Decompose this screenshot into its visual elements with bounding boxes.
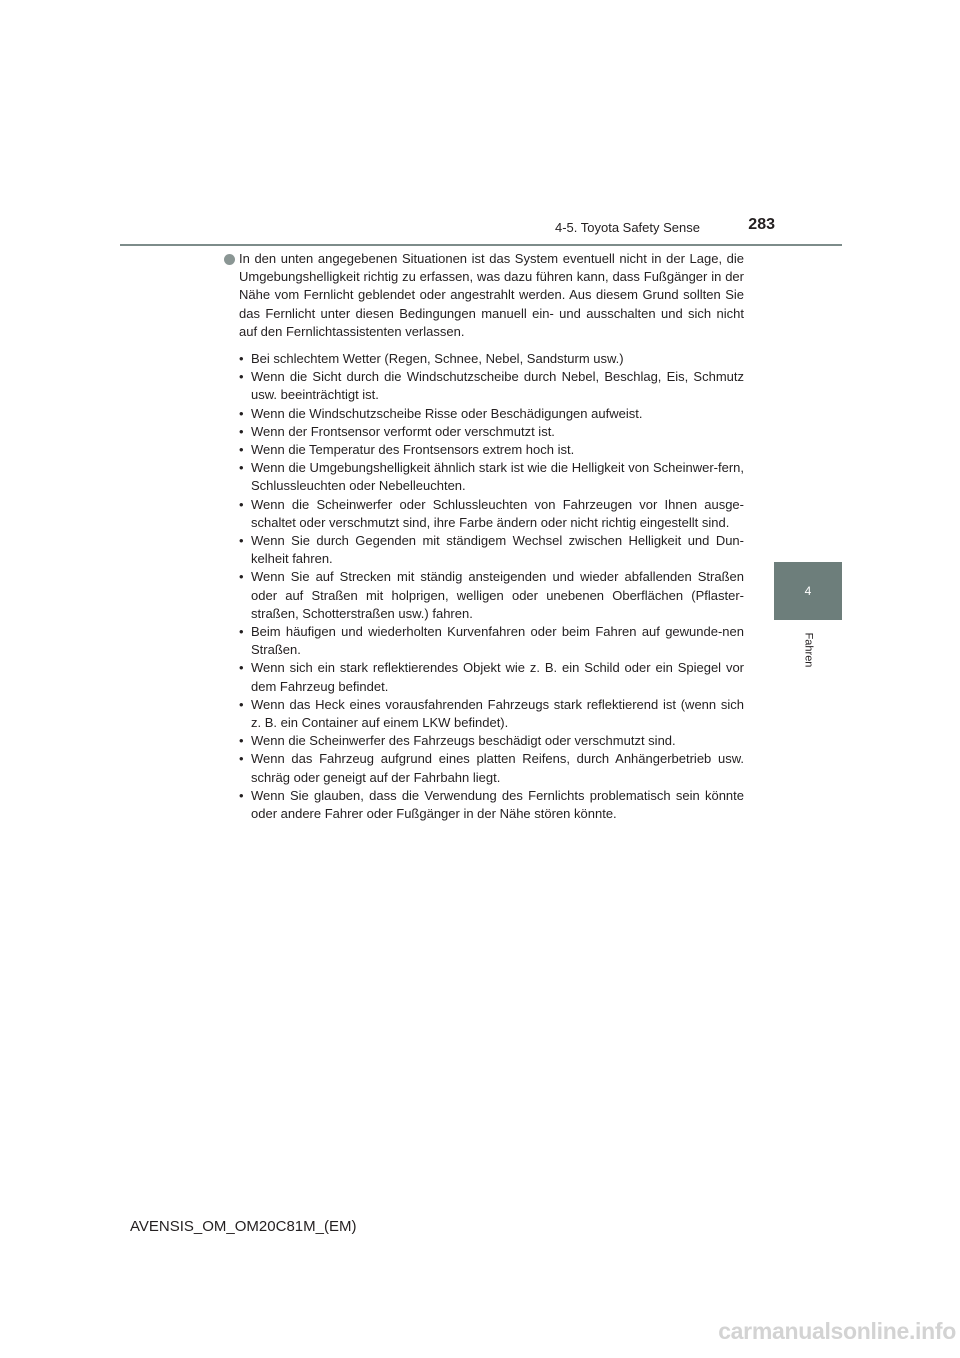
intro-text: In den unten angegebenen Situationen ist das System eventuell nicht in der Lage, die Umgebungshelligkeit richtig zu erfassen, was dazu führen kann, dass Fußgänger in der Nähe vom Fernlicht geblendet oder angestrahlt werden. Aus diesem Grund sollten Sie das Fernlicht unter diesen Bedingungen manuell ein- und ausschalten und sich nicht auf den Fernlichtassistenten verlassen. [239, 251, 744, 339]
chapter-tab [774, 562, 842, 620]
list-item: • Wenn das Heck eines vorausfahrenden Fahrzeugs stark reflektierend ist (wenn sich z. B. ein Container auf einem LKW befindet). [239, 696, 744, 732]
chapter-label: Fahren [801, 632, 814, 668]
list-item: • Wenn die Sicht durch die Windschutzscheibe durch Nebel, Beschlag, Eis, Schmutz usw. beeinträchtigt ist. [239, 368, 744, 404]
list-item: • Wenn die Windschutzscheibe Risse oder Beschädigungen aufweist. [239, 405, 744, 423]
list-item: • Wenn Sie glauben, dass die Verwendung des Fernlichts problematisch sein könnte oder andere Fahrer oder Fußgänger in der Nähe stören könnte. [239, 787, 744, 823]
page-number: 283 [748, 216, 775, 233]
list-item: • Wenn die Temperatur des Frontsensors extrem hoch ist. [239, 441, 744, 459]
chapter-label-container [786, 620, 830, 680]
circle-bullet-icon [224, 254, 235, 265]
watermark: carmanualsonline.info [718, 1318, 956, 1344]
list-item: • Beim häufigen und wiederholten Kurvenfahren oder beim Fahren auf gewunde-nen Straßen. [239, 623, 744, 659]
header-divider [120, 244, 842, 246]
list-item: • Wenn sich ein stark reflektierendes Objekt wie z. B. ein Schild oder ein Spiegel vor dem Fahrzeug befindet. [239, 659, 744, 695]
condition-list [222, 350, 744, 823]
list-item: • Wenn die Umgebungshelligkeit ähnlich stark ist wie die Helligkeit von Scheinwer-fern, Schlussleuchten oder Nebelleuchten. [239, 459, 744, 495]
chapter-number: 4 [804, 584, 812, 598]
section-title: 4-5. Toyota Safety Sense [554, 220, 700, 235]
list-item: • Wenn Sie auf Strecken mit ständig ansteigenden und wieder abfallenden Straßen oder auf Straßen mit holprigen, welligen oder unebenen Oberflächen (Pflaster-straßen, Schotterstraßen usw.) fahren. [239, 568, 744, 623]
list-item: • Bei schlechtem Wetter (Regen, Schnee, Nebel, Sandsturm usw.) [239, 350, 744, 368]
list-item: • Wenn die Scheinwerfer oder Schlussleuchten von Fahrzeugen vor Ihnen ausge-schaltet oder verschmutzt sind, ihre Farbe ändern oder nicht richtig eingestellt sind. [239, 496, 744, 532]
list-item: • Wenn der Frontsensor verformt oder verschmutzt ist. [239, 423, 744, 441]
main-content [222, 250, 744, 823]
list-item: • Wenn die Scheinwerfer des Fahrzeugs beschädigt oder verschmutzt sind. [239, 732, 744, 750]
intro-paragraph [222, 250, 744, 341]
list-item: • Wenn das Fahrzeug aufgrund eines platten Reifens, durch Anhängerbetrieb usw. schräg oder geneigt auf der Fahrbahn liegt. [239, 750, 744, 786]
list-item: • Wenn Sie durch Gegenden mit ständigem Wechsel zwischen Helligkeit und Dun-kelheit fahren. [239, 532, 744, 568]
document-code: AVENSIS_OM_OM20C81M_(EM) [130, 1218, 357, 1235]
